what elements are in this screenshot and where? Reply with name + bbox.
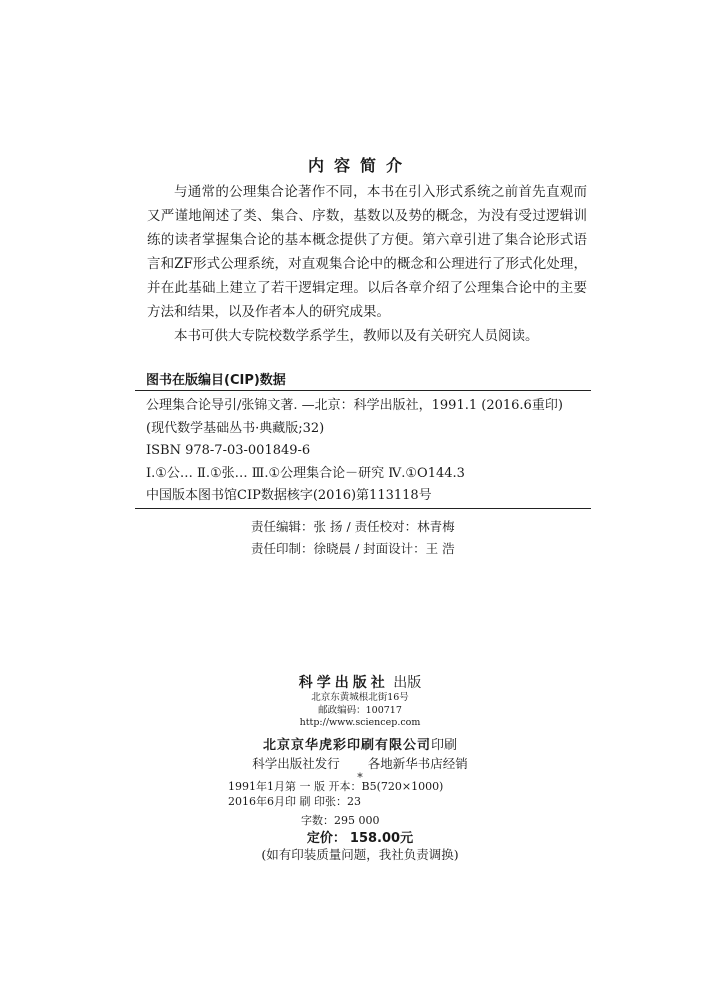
distribution-line <box>0 754 720 772</box>
cip-line: Ⅰ.①公… Ⅱ.①张… Ⅲ.①公理集合论－研究 Ⅳ.①O144.3 <box>146 465 465 481</box>
synopsis-title: 内容简介 <box>307 156 412 175</box>
publisher-suffix: 出版 <box>393 675 422 691</box>
publisher-postcode: 邮政编码：100717 <box>318 704 402 716</box>
publisher-imprint <box>0 672 720 784</box>
cip-line: (现代数学基础丛书·典藏版;32) <box>146 420 325 436</box>
synopsis-paragraph: 与通常的公理集合论著作不同，本书在引入形式系统之前首先直观而又严谨地阐述了类、集合、序数，基数以及势的概念，为没有受过逻辑训练的读者掌握集合论的基本概念提供了方便。第六章引进了集合论形式语言和ZF形式公理系统，对直观集合论中的概念和公理进行了形式化处理，并在此基础上建立了若干逻辑定理。以后各章介绍了公理集合论中的主要方法和结果，以及作者本人的研究成果。 <box>147 184 587 320</box>
publisher-line <box>0 672 720 692</box>
publisher-logo-text: 科学出版社 <box>298 675 389 691</box>
credit-line: 责任印制：徐晓晨 / 封面设计：王 浩 <box>251 541 455 556</box>
return-note: (如有印装质量问题，我社负责调换) <box>261 847 459 862</box>
printer-suffix: 印刷 <box>431 737 458 753</box>
word-count: 字数：295 000 <box>301 814 380 827</box>
price-label: 定价： <box>306 831 346 846</box>
cip-line: 中国版本图书馆CIP数据核字(2016)第113118号 <box>146 488 432 504</box>
printer-name: 北京京华虎彩印刷有限公司 <box>262 737 431 753</box>
publisher-url: http://www.sciencep.com <box>299 717 421 728</box>
price-value: 158.00元 <box>349 831 414 846</box>
edition-info <box>228 779 443 809</box>
cip-top-rule <box>135 390 591 391</box>
synopsis-body <box>147 180 587 348</box>
cip-line: ISBN 978-7-03-001849-6 <box>146 443 311 459</box>
staff-credits <box>251 516 455 560</box>
price-line <box>0 827 720 846</box>
cip-bottom-rule <box>135 508 591 509</box>
publisher-address: 北京东黄城根北街16号 <box>311 692 409 703</box>
cip-line: 公理集合论导引/张锦文著. —北京：科学出版社，1991.1 (2016.6重印) <box>146 398 563 413</box>
edition-line: 1991年1月第 一 版 开本：B5(720×1000) <box>228 780 444 793</box>
credit-line: 责任编辑：张 扬 / 责任校对：林青梅 <box>251 519 455 534</box>
separator-star: * <box>357 770 363 784</box>
edition-line: 2016年6月印 刷 印张：23 <box>228 795 361 808</box>
synopsis-paragraph: 本书可供大专院校数学系学生，教师以及有关研究人员阅读。 <box>174 328 539 344</box>
cip-heading: 图书在版编目(CIP)数据 <box>146 373 286 388</box>
cip-record <box>146 395 563 508</box>
distributor: 科学出版社发行 <box>252 755 340 771</box>
retailer: 各地新华书店经销 <box>367 755 468 771</box>
printer-line <box>0 734 720 754</box>
